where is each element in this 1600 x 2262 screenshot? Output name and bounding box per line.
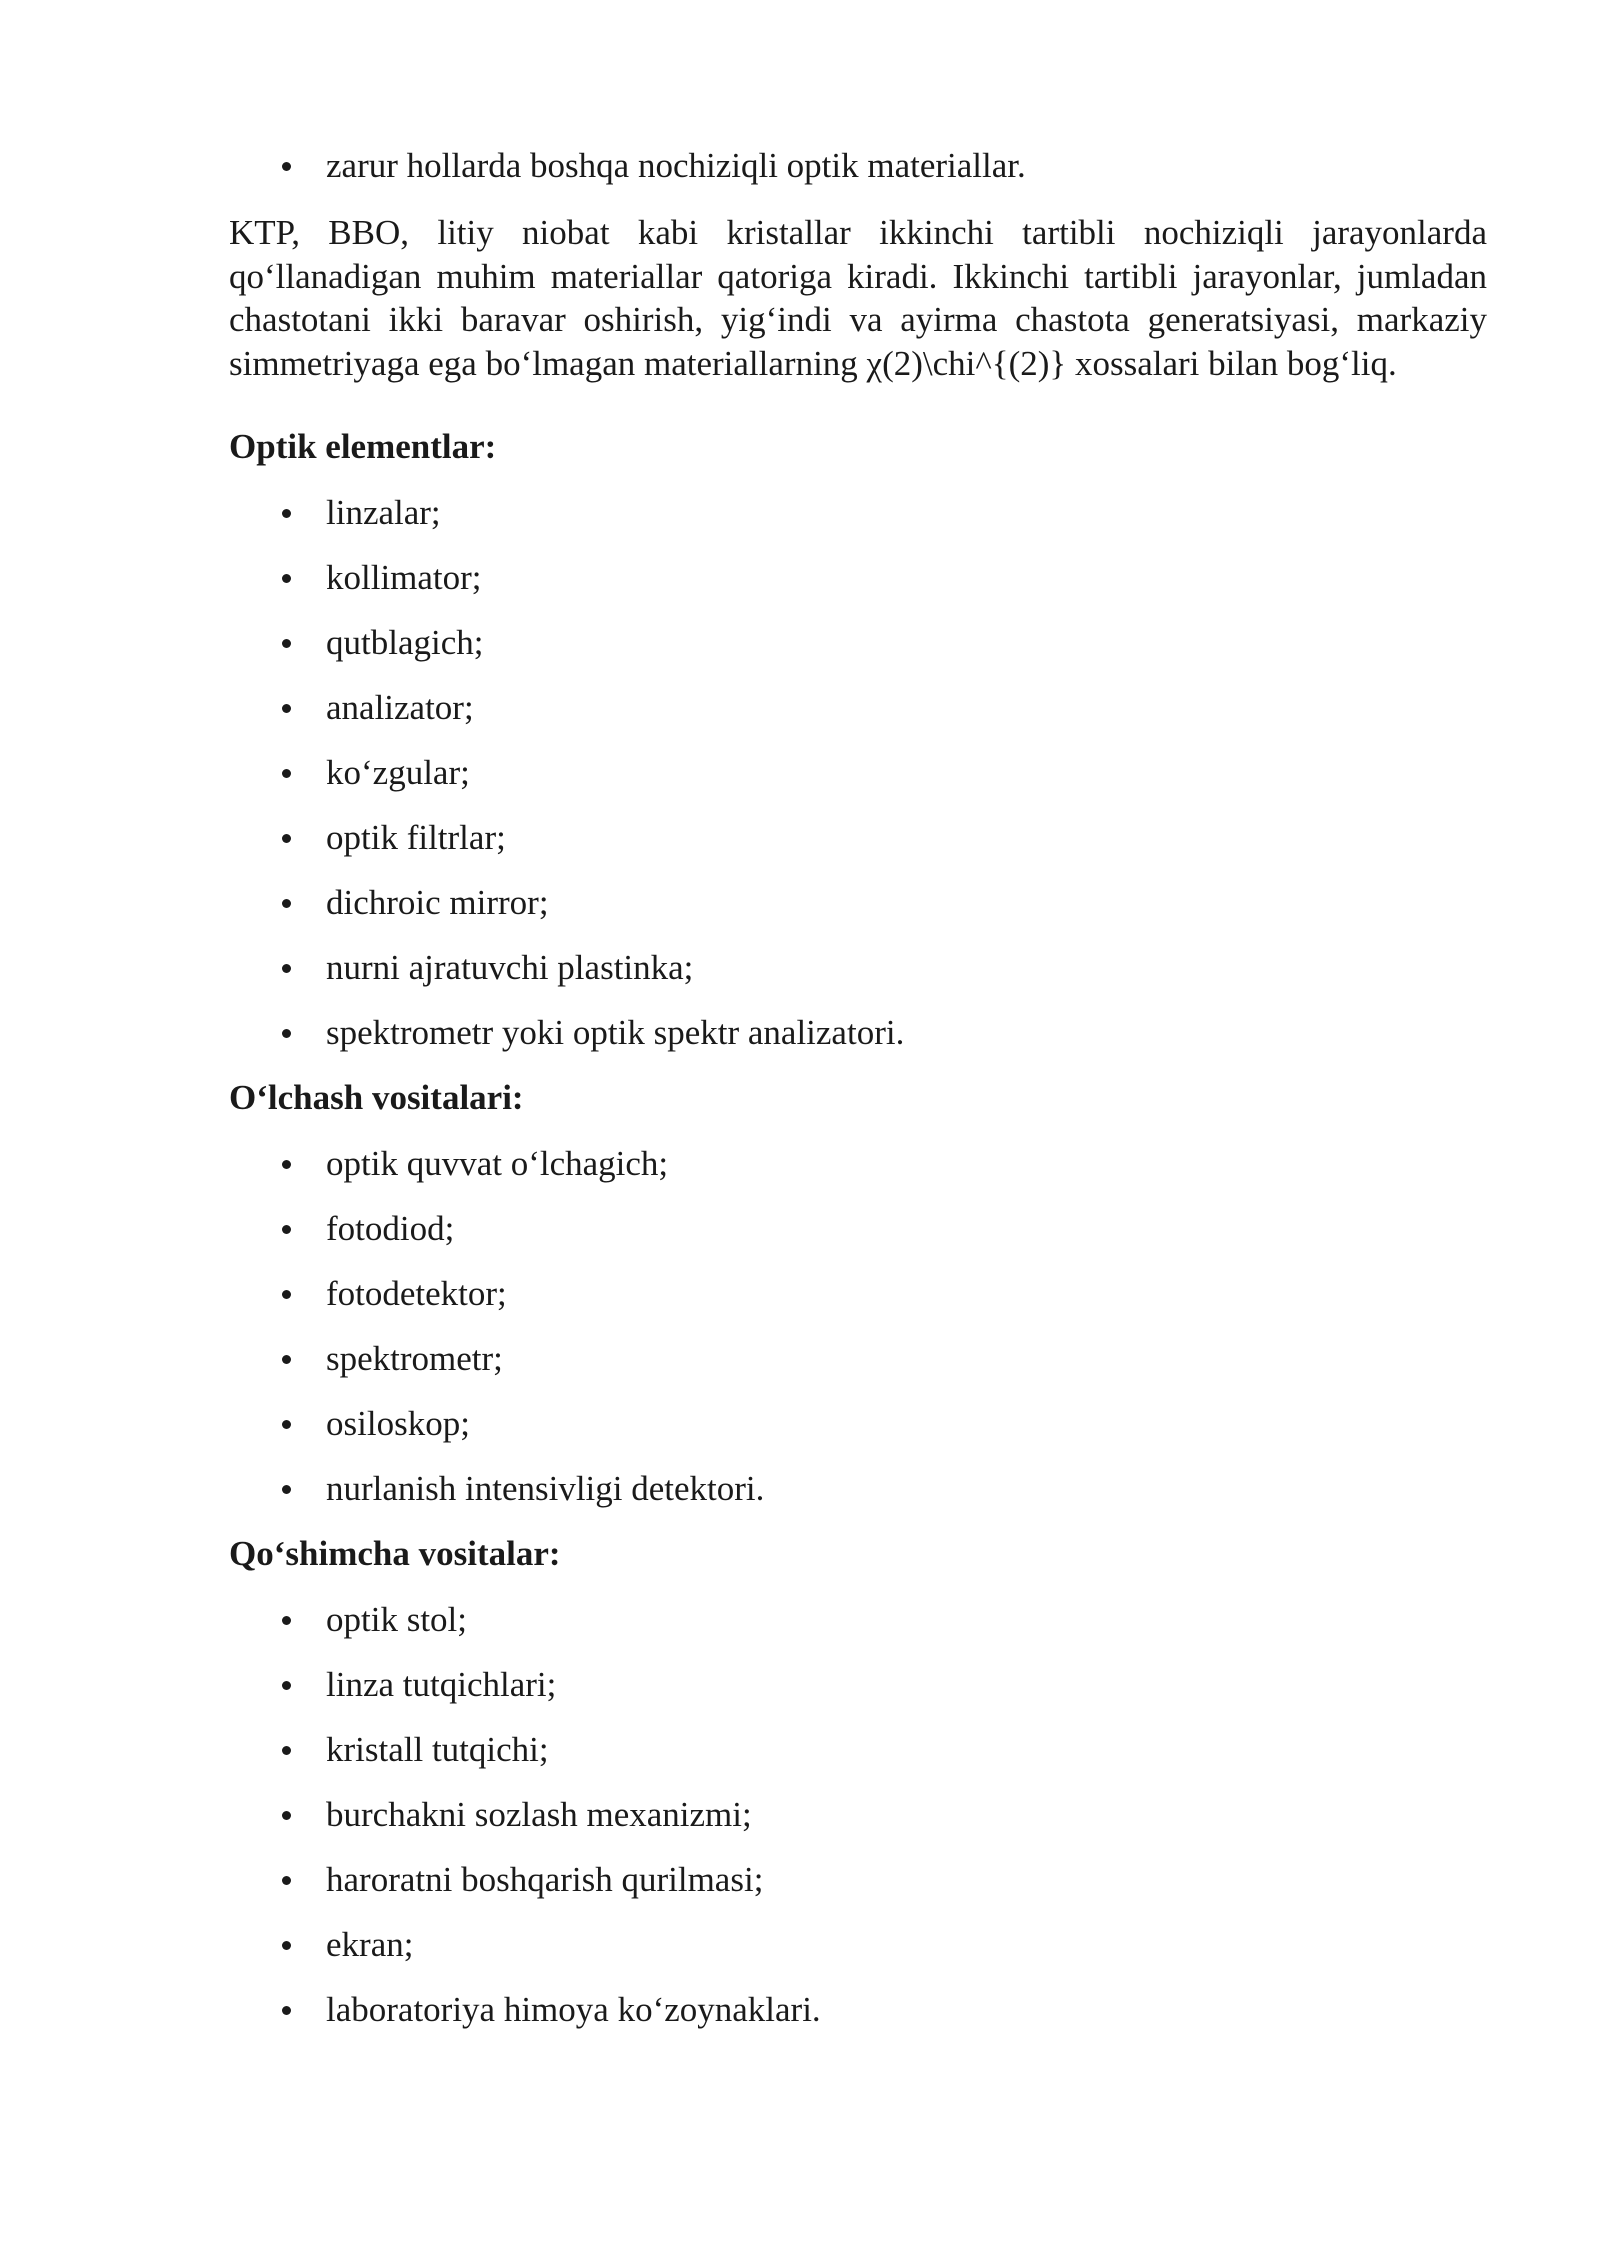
list-item — [229, 148, 1487, 211]
list-item-text: osiloskop; — [326, 1404, 470, 1443]
document-page — [229, 148, 1487, 2057]
olchash-vositalari-list — [229, 1146, 1487, 1536]
list-item-text: spektrometr; — [326, 1339, 503, 1378]
bullet-icon — [282, 1616, 291, 1625]
list-item — [229, 885, 1487, 950]
bullet-icon — [282, 1225, 291, 1234]
list-item — [229, 1276, 1487, 1341]
bullet-icon — [282, 704, 291, 713]
bullet-icon — [282, 1811, 291, 1820]
bullet-icon — [282, 2006, 291, 2015]
bullet-icon — [282, 1681, 291, 1690]
optik-elementlar-list — [229, 495, 1487, 1080]
list-item-text: optik filtrlar; — [326, 818, 506, 857]
bullet-icon — [282, 1160, 291, 1169]
bullet-icon — [282, 964, 291, 973]
bullet-icon — [282, 1876, 291, 1885]
list-item — [229, 1211, 1487, 1276]
bullet-icon — [282, 574, 291, 583]
body-paragraph: KTP, BBO, litiy niobat kabi kristallar ikkinchi tartibli nochiziqli jarayonlarda qo‘llanadigan muhim materiallar qatoriga kiradi. Ikkinchi tartibli jarayonlar, jumladan chastotani ikki baravar oshirish, yig‘indi va ayirma chastota generatsiyasi, markaziy simmetriyaga ega bo‘lmagan materiallarning χ(2)\chi^{(2)} xossalari bilan bog‘liq. — [229, 213, 1487, 383]
section-heading-qoshimcha-vositalar: Qo‘shimcha vositalar: — [229, 1534, 561, 1573]
list-item — [229, 690, 1487, 755]
list-item-text: dichroic mirror; — [326, 883, 549, 922]
list-item-text: nurlanish intensivligi detektori. — [326, 1469, 765, 1508]
list-item-text: burchakni sozlash mexanizmi; — [326, 1795, 752, 1834]
list-item — [229, 755, 1487, 820]
list-item-text: kristall tutqichi; — [326, 1730, 549, 1769]
list-item-text: kollimator; — [326, 558, 482, 597]
list-item-text: spektrometr yoki optik spektr analizatori. — [326, 1013, 905, 1052]
list-item — [229, 1797, 1487, 1862]
qoshimcha-vositalar-list — [229, 1602, 1487, 2057]
list-item-text: laboratoriya himoya ko‘zoynaklari. — [326, 1990, 821, 2029]
bullet-icon — [282, 1485, 291, 1494]
bullet-icon — [282, 1746, 291, 1755]
list-item-text: analizator; — [326, 688, 474, 727]
list-item-text: qutblagich; — [326, 623, 484, 662]
list-item — [229, 1015, 1487, 1080]
bullet-icon — [282, 1355, 291, 1364]
list-item-text: fotodetektor; — [326, 1274, 507, 1313]
list-item-text: ko‘zgular; — [326, 753, 470, 792]
list-item-text: nurni ajratuvchi plastinka; — [326, 948, 694, 987]
list-item — [229, 1992, 1487, 2057]
section-heading-olchash-vositalari: O‘lchash vositalari: — [229, 1078, 524, 1117]
list-item — [229, 1341, 1487, 1406]
list-item — [229, 1146, 1487, 1211]
list-item-text: optik quvvat o‘lchagich; — [326, 1144, 669, 1183]
bullet-icon — [282, 639, 291, 648]
section-heading-optik-elementlar: Optik elementlar: — [229, 427, 497, 466]
bullet-icon — [282, 834, 291, 843]
list-item — [229, 1406, 1487, 1471]
list-item-text: linzalar; — [326, 493, 441, 532]
list-item — [229, 1471, 1487, 1536]
list-item-text: zarur hollarda boshqa nochiziqli optik materiallar. — [326, 146, 1026, 185]
list-item-text: ekran; — [326, 1925, 414, 1964]
list-item — [229, 820, 1487, 885]
bullet-icon — [282, 769, 291, 778]
list-item-text: fotodiod; — [326, 1209, 455, 1248]
bullet-icon — [282, 1290, 291, 1299]
list-item — [229, 495, 1487, 560]
list-item — [229, 1732, 1487, 1797]
list-item — [229, 625, 1487, 690]
bullet-icon — [282, 1029, 291, 1038]
list-item — [229, 1927, 1487, 1992]
list-item — [229, 950, 1487, 1015]
bullet-icon — [282, 162, 291, 171]
list-item — [229, 1602, 1487, 1667]
list-item-text: linza tutqichlari; — [326, 1665, 557, 1704]
list-item-text: haroratni boshqarish qurilmasi; — [326, 1860, 764, 1899]
list-item — [229, 1667, 1487, 1732]
bullet-icon — [282, 1420, 291, 1429]
bullet-icon — [282, 509, 291, 518]
list-item — [229, 1862, 1487, 1927]
intro-bullet-list — [229, 148, 1487, 211]
bullet-icon — [282, 899, 291, 908]
list-item-text: optik stol; — [326, 1600, 467, 1639]
list-item — [229, 560, 1487, 625]
bullet-icon — [282, 1941, 291, 1950]
